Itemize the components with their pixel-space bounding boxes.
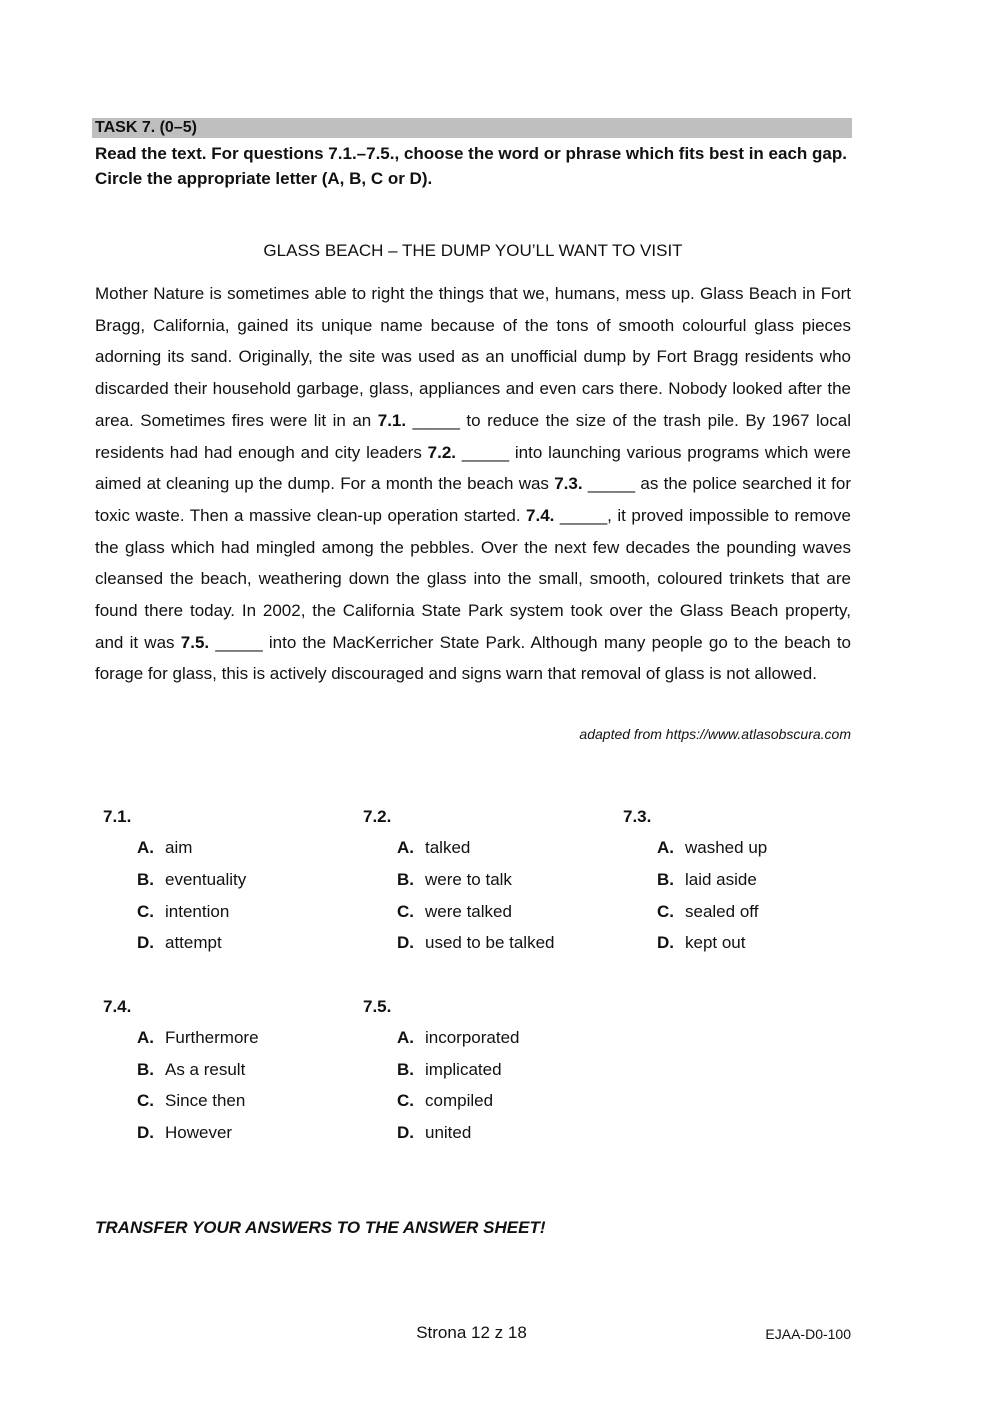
option-text: sealed off xyxy=(685,902,759,921)
option-b[interactable] xyxy=(137,869,246,891)
option-letter: B. xyxy=(137,870,154,889)
option-letter: A. xyxy=(657,838,674,857)
option-text: eventuality xyxy=(165,870,247,889)
passage-segment: _____, it proved impossible to remove the glass which had mingled among the pebbles. Over the next few decades the pounding waves cleansed the beach, weathering down the glass into the small, smooth, coloured trinkets that are found there today. In 2002, the California State Park system took over the Glass Beach property, and it was xyxy=(95,505,851,652)
option-text: Since then xyxy=(165,1091,246,1110)
document-code: EJAA-D0-100 xyxy=(765,1326,851,1342)
option-letter: A. xyxy=(397,1028,414,1047)
option-letter: B. xyxy=(657,870,674,889)
task-instruction: Read the text. For questions 7.1.–7.5., choose the word or phrase which fits best in each gap. Circle the appropriate letter (A, B, C or D). xyxy=(95,144,847,188)
option-b[interactable] xyxy=(397,1059,502,1081)
option-letter: D. xyxy=(397,1123,414,1142)
gap-label: 7.5. xyxy=(180,632,210,652)
option-letter: D. xyxy=(397,933,414,952)
option-letter: B. xyxy=(137,1060,154,1079)
option-c[interactable] xyxy=(137,901,229,923)
option-b[interactable] xyxy=(397,869,512,891)
option-letter: D. xyxy=(657,933,674,952)
option-letter: C. xyxy=(397,902,414,921)
option-b[interactable] xyxy=(137,1059,245,1081)
option-b[interactable] xyxy=(657,869,757,891)
task-header: TASK 7. (0–5) xyxy=(92,118,852,138)
transfer-note: TRANSFER YOUR ANSWERS TO THE ANSWER SHEET! xyxy=(95,1218,546,1237)
option-letter: B. xyxy=(397,1060,414,1079)
question-number: 7.5. xyxy=(363,997,392,1016)
gap-label: 7.3. xyxy=(554,474,583,494)
option-a[interactable] xyxy=(137,837,192,859)
option-text: intention xyxy=(165,902,230,921)
source-attribution: adapted from https://www.atlasobscura.com xyxy=(579,726,851,742)
page-number: Strona 12 z 18 xyxy=(416,1323,527,1342)
option-text: were talked xyxy=(425,902,512,921)
option-d[interactable] xyxy=(137,932,222,954)
option-letter: C. xyxy=(397,1091,414,1110)
question-number: 7.3. xyxy=(623,807,652,826)
option-c[interactable] xyxy=(137,1090,245,1112)
option-c[interactable] xyxy=(657,901,758,923)
option-text: talked xyxy=(425,838,471,857)
option-c[interactable] xyxy=(397,1090,493,1112)
option-text: used to be talked xyxy=(425,933,555,952)
option-d[interactable] xyxy=(137,1122,232,1144)
option-text: As a result xyxy=(165,1060,246,1079)
option-text: compiled xyxy=(425,1091,494,1110)
option-d[interactable] xyxy=(397,932,554,954)
option-a[interactable] xyxy=(657,837,767,859)
option-text: incorporated xyxy=(425,1028,520,1047)
question-number: 7.2. xyxy=(363,807,392,826)
passage-segment: _____ as the police searched it for toxic waste. Then a massive clean-up operation started. xyxy=(95,474,852,525)
option-letter: A. xyxy=(137,1028,154,1047)
article-passage xyxy=(95,278,851,690)
option-letter: B. xyxy=(397,870,414,889)
option-text: implicated xyxy=(425,1060,502,1079)
option-a[interactable] xyxy=(137,1027,259,1049)
option-c[interactable] xyxy=(397,901,512,923)
article-title: GLASS BEACH – THE DUMP YOU’LL WANT TO VISIT xyxy=(263,241,683,260)
option-text: However xyxy=(165,1123,233,1142)
option-letter: A. xyxy=(397,838,414,857)
passage-segment: Mother Nature is sometimes able to right the things that we, humans, mess up. Glass Beach in Fort Bragg, California, gained its unique name because of the tons of smooth colourful glass pieces adorning its sand. Originally, the site was used as an unofficial dump by Fort Bragg residents who discarded their household garbage, glass, appliances and even cars there. Nobody looked after the area. Sometimes fires were lit in an xyxy=(95,284,851,430)
option-letter: C. xyxy=(137,902,154,921)
question-number: 7.1. xyxy=(103,807,132,826)
option-text: united xyxy=(425,1123,472,1142)
option-a[interactable] xyxy=(397,837,470,859)
option-letter: C. xyxy=(137,1091,154,1110)
passage-segment: _____ into launching various programs which were aimed at cleaning up the dump. For a month the beach was xyxy=(95,442,851,494)
option-letter: C. xyxy=(657,902,674,921)
passage-segment: _____ to reduce the size of the trash pile. By 1967 local residents had had enough and city leaders xyxy=(95,410,851,462)
gap-label: 7.1. xyxy=(377,410,407,430)
option-text: aim xyxy=(165,838,193,857)
option-text: attempt xyxy=(165,933,222,952)
option-text: laid aside xyxy=(685,870,757,889)
passage-segment: _____ into the MacKerricher State Park. Although many people go to the beach to forage for glass, this is actively discouraged and signs warn that removal of glass is not allowed. xyxy=(95,632,852,684)
option-text: washed up xyxy=(685,838,768,857)
option-letter: A. xyxy=(137,838,154,857)
option-text: were to talk xyxy=(425,870,512,889)
option-d[interactable] xyxy=(397,1122,471,1144)
gap-label: 7.2. xyxy=(427,442,457,462)
option-letter: D. xyxy=(137,1123,154,1142)
option-a[interactable] xyxy=(397,1027,520,1049)
gap-label: 7.4. xyxy=(526,505,555,525)
question-number: 7.4. xyxy=(103,997,132,1016)
option-d[interactable] xyxy=(657,932,746,954)
option-text: Furthermore xyxy=(165,1028,259,1047)
option-letter: D. xyxy=(137,933,154,952)
option-text: kept out xyxy=(685,933,746,952)
